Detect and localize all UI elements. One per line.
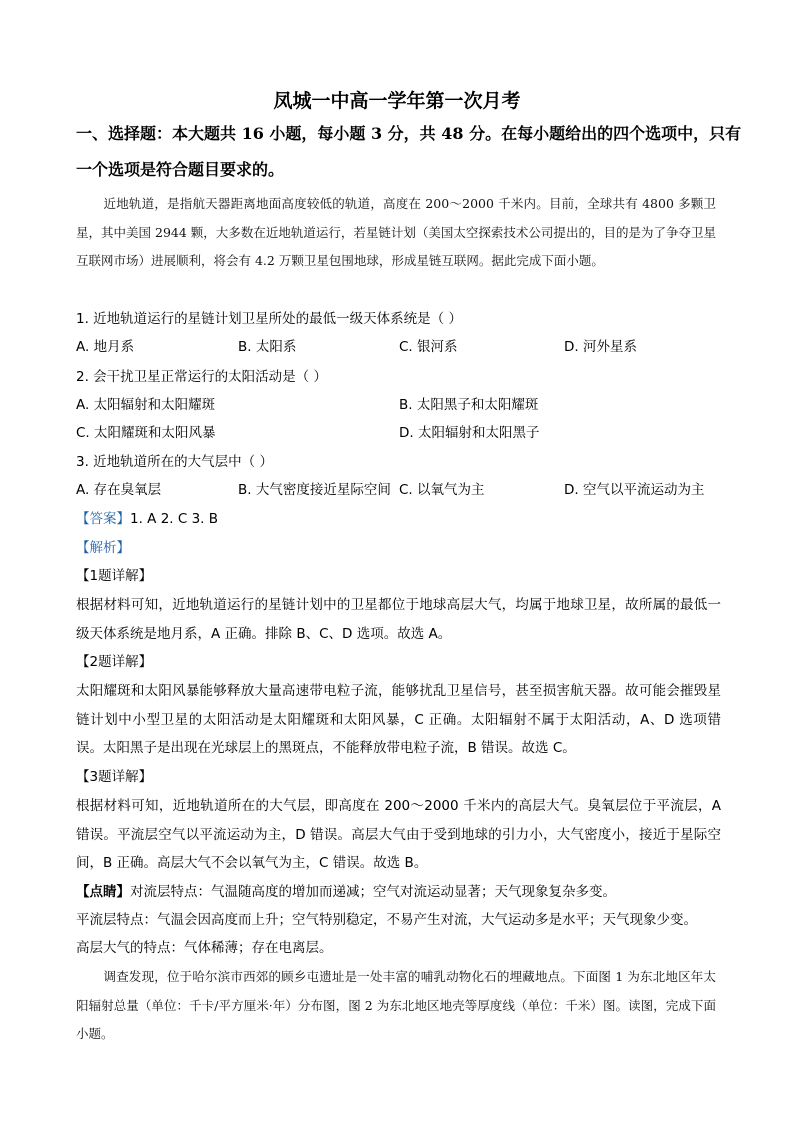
page-title: 凤城一中高一学年第一次月考 — [273, 90, 521, 112]
question-1-option-a: A. 地月系 — [76, 339, 135, 355]
detail-2-label: 【2题详解】 — [76, 654, 153, 670]
question-2-option-d: D. 太阳辐射和太阳黑子 — [399, 425, 540, 441]
question-3-option-b: B. 大气密度接近星际空间 — [238, 482, 391, 498]
question-2-option-b: B. 太阳黑子和太阳耀斑 — [399, 397, 539, 413]
question-1-option-c: C. 银河系 — [399, 339, 458, 355]
question-3-option-a: A. 存在臭氧层 — [76, 482, 162, 498]
question-2-option-c: C. 太阳耀斑和太阳风暴 — [76, 425, 216, 441]
tip-label: 【点睛】 — [76, 884, 130, 900]
answer-text: 1. A 2. C 3. B — [130, 511, 219, 527]
material-paragraph-2: 调查发现，位于哈尔滨市西郊的顾乡屯遗址是一处丰富的哺乳动物化石的埋藏地点。下面图 1 为东北地区年太阳辐射总量（单位：千卡/平方厘米·年）分布图，图 2 为东北地区地壳等厚度线（单位：千米）图。读图，完成下面小题。 — [76, 969, 716, 1041]
material-paragraph-1: 近地轨道，是指航天器距离地面高度较低的轨道，高度在 200～2000 千米内。目前，全球共有 4800 多颗卫星，其中美国 2944 颗，大多数在近地轨道运行，若星链计划（美国太空探索技术公司提出的，目的是为了争夺卫星互联网市场）进展顺利，将会有 4.2 万颗卫星包围地球，形成星链互联网。据此完成下面小题。 — [76, 196, 716, 268]
question-2-stem: 2. 会干扰卫星正常运行的太阳活动是（ ） — [76, 369, 327, 385]
tip-line-3: 高层大气的特点：气体稀薄；存在电离层。 — [76, 940, 333, 956]
detail-3-label: 【3题详解】 — [76, 769, 153, 785]
section-heading-line1: 一、选择题：本大题共 16 小题，每小题 3 分，共 48 分。在每小题给出的四个选项中，只有 — [76, 124, 742, 143]
question-3-option-c: C. 以氧气为主 — [399, 482, 485, 498]
question-3-stem: 3. 近地轨道所在的大气层中（ ） — [76, 454, 273, 470]
question-1-option-d: D. 河外星系 — [564, 339, 637, 355]
answer-line — [76, 509, 716, 529]
answer-label: 【答案】 — [76, 511, 130, 527]
tip-text-1: 对流层特点：气温随高度的增加而递减；空气对流运动显著；天气现象复杂多变。 — [130, 884, 616, 900]
question-3-option-d: D. 空气以平流运动为主 — [564, 482, 705, 498]
question-1-stem — [76, 309, 716, 329]
tip-line-1 — [76, 882, 721, 902]
tip-line-2: 平流层特点：气温会因高度而上升；空气特别稳定，不易产生对流，大气运动多是水平；天气现象少变。 — [76, 912, 697, 928]
detail-2-text: 太阳耀斑和太阳风暴能够释放大量高速带电粒子流，能够扰乱卫星信号，甚至损害航天器。故可能会摧毁星链计划中小型卫星的太阳活动是太阳耀斑和太阳风暴，C 正确。太阳辐射不属于太阳活动，A、D 选项错误。太阳黑子是出现在光球层上的黑斑点，不能释放带电粒子流，B 错误。故选 C。 — [76, 683, 721, 756]
question-1-option-b: B. 太阳系 — [238, 339, 297, 355]
section-heading-line2: 一个选项是符合题目要求的。 — [76, 160, 285, 179]
detail-1-label: 【1题详解】 — [76, 568, 153, 584]
detail-1-text: 根据材料可知，近地轨道运行的星链计划中的卫星都位于地球高层大气，均属于地球卫星，故所属的最低一级天体系统是地月系，A 正确。排除 B、C、D 选项。故选 A。 — [76, 597, 721, 642]
detail-3-text: 根据材料可知，近地轨道所在的大气层，即高度在 200～2000 千米内的高层大气。臭氧层位于平流层，A 错误。平流层空气以平流运动为主，D 错误。高层大气由于受到地球的引力小，大气密度小，接近于星际空间，B 正确。高层大气不会以氧气为主，C 错误。故选 B。 — [76, 798, 721, 871]
analysis-label: 【解析】 — [76, 540, 130, 556]
question-2-option-a: A. 太阳辐射和太阳耀斑 — [76, 397, 216, 413]
question-1-stem-text: 1. 近地轨道运行的星链计划卫星所处的最低一级天体系统是（ ） — [76, 311, 462, 327]
